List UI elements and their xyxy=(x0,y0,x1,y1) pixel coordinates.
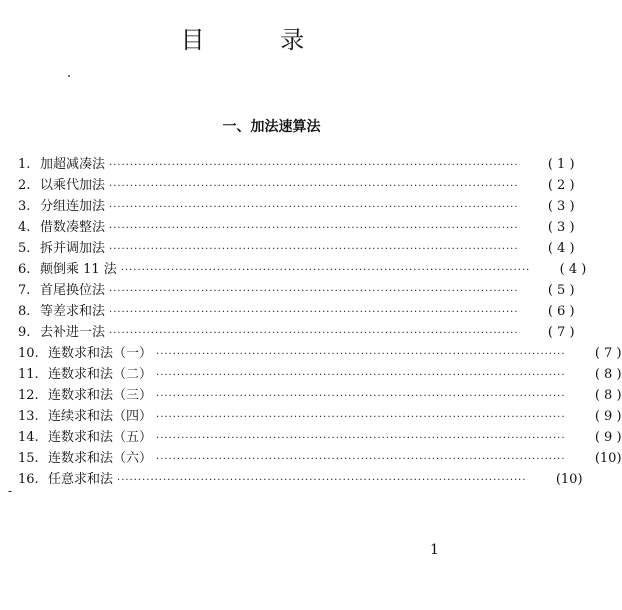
entry-title: 拆并调加法 xyxy=(40,241,106,256)
dot-leader: ·································································································· xyxy=(156,454,566,465)
entry-number: 12. xyxy=(18,388,39,403)
toc-entry xyxy=(18,321,575,342)
entry-number: 8. xyxy=(18,304,31,319)
dot-leader: ·································································································· xyxy=(117,475,527,486)
entry-number: 7. xyxy=(18,283,31,298)
toc-entry xyxy=(18,279,575,300)
entry-page: ( 8 ) xyxy=(594,388,622,403)
page-title: 目 录 xyxy=(180,26,339,54)
entry-page: ( 4 ) xyxy=(559,262,587,277)
dot-leader: ·································································································· xyxy=(109,328,519,339)
dot-leader: ·································································································· xyxy=(109,286,519,297)
entry-title: 连数求和法（三） xyxy=(48,388,153,403)
entry-title: 加超减凑法 xyxy=(40,157,106,172)
entry-title: 连续求和法（四） xyxy=(48,409,153,424)
dot-leader: ·································································································· xyxy=(109,160,519,171)
dot-leader: ·································································································· xyxy=(156,370,566,381)
entry-page: ( 3 ) xyxy=(547,199,575,214)
section-heading: 一、加法速算法 xyxy=(222,119,321,135)
entry-page: ( 9 ) xyxy=(594,430,622,445)
entry-number: 4. xyxy=(18,220,31,235)
entry-title: 连数求和法（二） xyxy=(48,367,153,382)
entry-number: 14. xyxy=(18,430,39,445)
toc-entry xyxy=(18,195,575,216)
entry-number: 9. xyxy=(18,325,31,340)
entry-page: ( 7 ) xyxy=(547,325,575,340)
scan-speck xyxy=(68,75,70,77)
dot-leader: ·································································································· xyxy=(156,412,566,423)
dot-leader: ·································································································· xyxy=(109,202,519,213)
entry-page: ( 2 ) xyxy=(547,178,575,193)
page-number: 1 xyxy=(430,542,439,558)
entry-page: ( 9 ) xyxy=(594,409,622,424)
entry-title: 借数凑整法 xyxy=(40,220,106,235)
entry-page: ( 3 ) xyxy=(547,220,575,235)
dot-leader: ·································································································· xyxy=(156,391,566,402)
entry-page: ( 8 ) xyxy=(594,367,622,382)
entry-number: 1. xyxy=(18,157,31,172)
entry-title: 首尾换位法 xyxy=(40,283,106,298)
table-of-contents xyxy=(18,153,622,489)
dot-leader: ·································································································· xyxy=(109,223,519,234)
entry-title: 等差求和法 xyxy=(40,304,106,319)
dot-leader: ·································································································· xyxy=(120,265,531,276)
entry-number: 3. xyxy=(18,199,31,214)
entry-title: 去补进一法 xyxy=(40,325,106,340)
toc-entry xyxy=(18,174,575,195)
dot-leader: ·································································································· xyxy=(156,433,566,444)
entry-page: (10) xyxy=(594,451,622,466)
toc-entry xyxy=(18,447,622,468)
entry-number: 11. xyxy=(18,367,39,382)
entry-number: 16. xyxy=(18,472,39,487)
entry-page: ( 4 ) xyxy=(547,241,575,256)
entry-number: 15. xyxy=(18,451,39,466)
toc-entry xyxy=(18,153,575,174)
toc-entry xyxy=(18,216,575,237)
toc-entry xyxy=(18,405,622,426)
entry-title: 连数求和法（一） xyxy=(48,346,153,361)
entry-title: 任意求和法 xyxy=(48,472,114,487)
entry-number: 2. xyxy=(18,178,31,193)
entry-number: 5. xyxy=(18,241,31,256)
toc-entry xyxy=(18,342,622,363)
entry-number: 10. xyxy=(18,346,39,361)
entry-page: ( 6 ) xyxy=(547,304,575,319)
entry-title: 以乘代加法 xyxy=(40,178,106,193)
toc-entry xyxy=(18,363,622,384)
toc-entry xyxy=(18,384,622,405)
toc-entry xyxy=(18,300,575,321)
entry-title: 连数求和法（六） xyxy=(48,451,153,466)
entry-title: 分组连加法 xyxy=(40,199,106,214)
entry-number: 6. xyxy=(18,262,31,277)
entry-page: ( 1 ) xyxy=(547,157,575,172)
toc-entry xyxy=(18,237,575,258)
toc-entry xyxy=(18,426,622,447)
entry-title: 连数求和法（五） xyxy=(48,430,153,445)
dot-leader: ·································································································· xyxy=(156,349,566,360)
entry-page: ( 5 ) xyxy=(547,283,575,298)
entry-page: ( 7 ) xyxy=(594,346,622,361)
dot-leader: ·································································································· xyxy=(109,244,519,255)
dot-leader: ·································································································· xyxy=(109,181,519,192)
toc-entry xyxy=(18,468,583,489)
toc-entry xyxy=(18,258,587,279)
entry-page: (10) xyxy=(555,472,583,487)
entry-number: 13. xyxy=(18,409,39,424)
margin-mark: - xyxy=(8,484,13,498)
entry-title: 颠倒乘 11 法 xyxy=(40,262,117,277)
dot-leader: ·································································································· xyxy=(109,307,519,318)
